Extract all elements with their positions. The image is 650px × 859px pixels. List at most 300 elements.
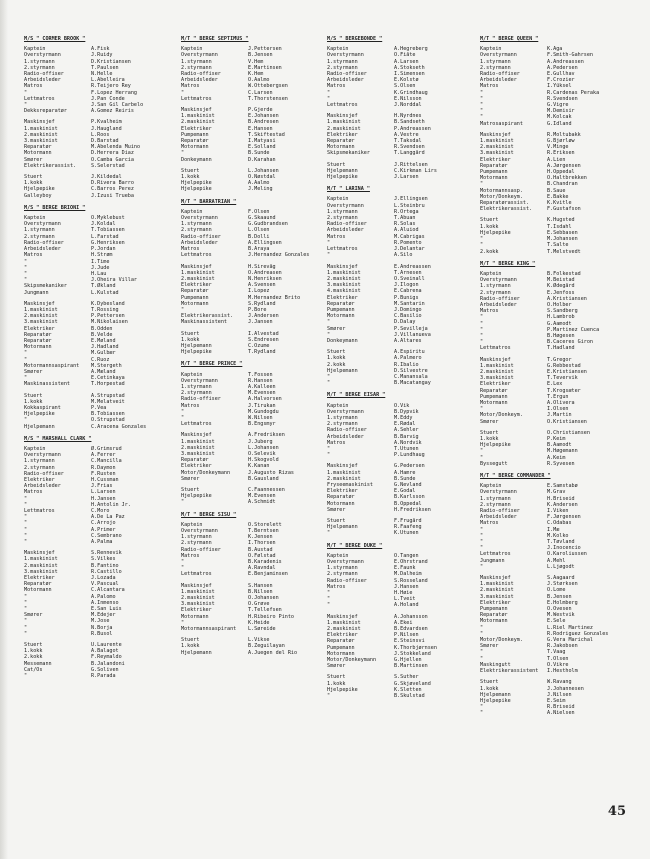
crew-name: H.Skogvold: [248, 457, 279, 464]
ship-title: M/T " BERGE EISAR ": [327, 392, 386, 399]
crew-name: D.Kristiansen: [91, 58, 131, 65]
crew-role: 2.maskinist: [24, 562, 58, 569]
crew-role: Hjelpemann: [181, 649, 212, 656]
crew-name: R.Moltubakk: [547, 131, 581, 138]
crew-name: F.Lopez Herrang: [91, 89, 138, 96]
crew-role: Elektriker: [327, 131, 358, 138]
crew-name: B.Macatangay: [394, 380, 431, 387]
crew-role: Kaptein: [327, 402, 349, 409]
crew-role: Arbeidsleder: [480, 77, 517, 84]
crew-role: Pumpemann: [181, 131, 209, 138]
crew-role: 1.maskinist: [181, 588, 215, 595]
crew-role: 2.styrmann: [181, 64, 212, 71]
crew-name: T.Utunen: [394, 445, 419, 452]
crew-role: 1.kokk: [24, 648, 43, 655]
crew-name: K.Kanan: [248, 463, 270, 470]
crew-role: Maskinassistent: [24, 381, 71, 388]
crew-name: O.Aalmo: [248, 77, 270, 84]
crew-role: Reparatør: [181, 288, 209, 295]
ship-title: M/S " BERGEBONDE ": [327, 36, 383, 42]
crew-name: M.Eddy: [394, 414, 413, 421]
crew-name: R.Briseid: [547, 704, 575, 711]
crew-role: 2.styrmann: [327, 571, 358, 578]
crew-role: Fryseemaskinist: [327, 482, 374, 488]
crew-name: A.Ferrer: [91, 452, 116, 459]
crew-row: [480, 461, 628, 467]
crew-name: E.Cetinkaya: [91, 375, 125, 382]
crew-name: F.Crozier: [547, 77, 575, 84]
crew-role: 1.maskinist: [327, 119, 361, 126]
crew-name: J.Tirukan: [248, 402, 276, 409]
crew-role: Matros: [327, 83, 346, 90]
crew-name: G.Aamodt: [547, 320, 572, 327]
crew-role: Pumpemann: [327, 644, 355, 651]
crew-role: 3.maskinist: [181, 450, 215, 457]
ship-title: M/S " CORMER BROOK ": [24, 36, 86, 42]
crew-name: E.Faunk: [394, 565, 416, 572]
crew-name: T.Krogsæter: [547, 387, 581, 394]
crew-role: Maskinassistent: [181, 319, 228, 326]
crew-name: E.Cabrena: [394, 288, 422, 295]
crew-role: 2.styrmann: [24, 464, 55, 471]
crew-role: 1.maskinist: [327, 269, 361, 276]
crew-role: Reparatør: [327, 138, 355, 145]
crew-name: V.Pascual: [91, 581, 119, 588]
crew-role: ": [24, 258, 28, 265]
crew-role: Radio-offiser: [480, 71, 520, 78]
ship-crew-list: [480, 36, 628, 255]
crew-role: Stuert: [480, 217, 499, 224]
crew-role: ": [24, 514, 28, 521]
ship-title: M/T " BERGE DUKE ": [327, 542, 383, 549]
crew-name: L.Tveit: [394, 596, 416, 603]
column-2: [181, 36, 329, 662]
crew-role: Reparatør: [327, 638, 355, 645]
crew-role: Smører: [327, 663, 346, 670]
crew-role: ": [480, 649, 484, 656]
crew-row: [480, 206, 628, 212]
crew-role: Radio-offiser: [327, 577, 367, 584]
crew-role: Motormann: [327, 500, 355, 507]
crew-name: E.Holmberg: [547, 599, 578, 606]
crew-name: S.Selerstad: [91, 162, 125, 169]
crew-role: Skipsmekaniker: [24, 283, 67, 290]
crew-role: Matrosaspirant: [480, 120, 523, 127]
crew-role: Smører: [480, 643, 499, 650]
crew-name: T.Arnesen: [394, 269, 422, 276]
crew-name: J.Inocencio: [547, 545, 581, 552]
crew-name: J.San Gil Carbelo: [91, 102, 144, 109]
crew-role: Elektriker: [24, 325, 55, 332]
crew-role: Motor/Donkeym.: [480, 637, 523, 644]
crew-role: ": [24, 102, 28, 109]
crew-name: O.Johansen: [248, 595, 279, 602]
crew-role: Hjelpepike: [24, 186, 55, 193]
crew-role: 2.maskinist: [327, 626, 361, 633]
crew-role: Stuert: [24, 174, 43, 181]
crew-name: T.Melstvedt: [547, 248, 581, 255]
crew-role: ": [24, 526, 28, 533]
crew-role: Arbeidsleder: [327, 77, 364, 84]
crew-role: 2.kokk: [480, 248, 499, 255]
column-1: [24, 36, 172, 685]
crew-row: [24, 673, 172, 679]
crew-name: A.Espiritu: [394, 349, 425, 356]
crew-name: H.Høie: [394, 590, 413, 597]
crew-role: Reparatør: [24, 144, 52, 151]
crew-role: 1.maskinist: [327, 619, 361, 626]
crew-name: A.Hamre: [394, 469, 416, 476]
crew-name: P.Nilsen: [394, 632, 419, 639]
crew-role: Stuert: [480, 679, 499, 686]
crew-role: Elektrikerassist.: [24, 162, 77, 169]
crew-name: B.Tobiassen: [91, 411, 125, 418]
crew-row: [181, 96, 329, 102]
crew-name: H.Oppedal: [547, 169, 575, 176]
crew-name: A.Johansson: [394, 613, 428, 620]
crew-name: M.Gulbær: [91, 350, 116, 357]
crew-role: ": [24, 264, 28, 271]
crew-name: W.Ravang: [547, 679, 572, 686]
crew-role: 2.styrmann: [327, 421, 358, 428]
ship-crew-list: [181, 361, 329, 505]
ship-crew-list: [24, 36, 172, 199]
crew-role: Overstyrmann: [327, 559, 364, 566]
crew-name: O.Strupstad: [91, 417, 125, 424]
crew-name: H.Lambrob: [547, 314, 575, 321]
ship-title: M/T " BERGE PRINCE ": [181, 361, 243, 368]
crew-role: ": [24, 89, 28, 96]
crew-name: A.Fredriksen: [248, 432, 285, 439]
crew-name: T.Økland: [91, 283, 116, 290]
crew-name: O.Myklebust: [91, 215, 125, 222]
crew-role: Matros: [327, 233, 346, 240]
crew-role: ": [181, 408, 185, 415]
crew-name: J.Larsen: [394, 174, 419, 181]
crew-role: Pumpemann: [181, 294, 209, 301]
crew-name: C.Sembrano: [91, 532, 122, 539]
crew-role: Motor/Donkeym.: [480, 412, 523, 419]
crew-role: Arbeidsleder: [327, 227, 364, 234]
crew-role: Overstyrmann: [480, 52, 517, 59]
crew-row: [480, 668, 628, 674]
crew-role: Reparatør: [181, 457, 209, 464]
crew-name: P.Jordan: [91, 246, 116, 253]
crew-role: ": [480, 454, 484, 461]
crew-name: J.Norddal: [394, 102, 422, 109]
crew-name: P.Gjerde: [248, 107, 273, 114]
ship-crew-list: [327, 392, 475, 536]
crew-name: M.Grav: [547, 489, 566, 496]
crew-name: A.Olivera: [547, 399, 575, 406]
crew-name: H.Ribeiro Pinto: [248, 613, 295, 620]
crew-name: S.Rennevik: [91, 550, 122, 557]
crew-role: 1.kokk: [480, 685, 499, 692]
crew-name: T.Ergun: [547, 393, 569, 400]
crew-role: ": [24, 277, 28, 284]
crew-name: F.Rusten: [91, 470, 116, 477]
ship-crew-list: [480, 261, 628, 467]
crew-name: T.Thorstensen: [248, 95, 288, 102]
crew-name: P.Lundhaug: [394, 452, 425, 459]
crew-role: Lettmatros: [181, 95, 212, 102]
crew-row: [181, 252, 329, 258]
crew-role: ": [480, 532, 484, 539]
crew-role: ": [327, 596, 331, 603]
crew-name: B.Jensen: [547, 593, 572, 600]
crew-name: T.Isdahl: [547, 223, 572, 230]
crew-name: M.Abelenda Muino: [91, 144, 141, 151]
crew-name: R.Castillo: [91, 568, 122, 575]
crew-name: B.Karlsson: [394, 494, 425, 501]
crew-name: E.Møland: [91, 337, 116, 344]
crew-name: G.Skaaund: [248, 215, 276, 222]
crew-name: G.Henriksen: [91, 239, 125, 246]
crew-name: O.Kristiansen: [547, 418, 587, 425]
crew-name: P.Sevilleja: [394, 325, 428, 332]
crew-name: J.Nilsen: [547, 691, 572, 698]
ship-crew-list: [327, 186, 475, 386]
crew-name: R.Hansen: [248, 377, 273, 384]
crew-role: Kaptein: [480, 270, 502, 277]
crew-name: C.Ozume: [248, 342, 270, 349]
crew-role: 1.maskinist: [24, 125, 58, 132]
crew-name: R.Teijero Rey: [91, 83, 131, 90]
crew-role: 1.styrmann: [181, 534, 212, 541]
crew-role: Matros: [480, 308, 499, 315]
crew-role: Maskinsjef: [181, 582, 212, 589]
crew-role: 1.kokk: [480, 223, 499, 230]
crew-name: C.Faannessen: [248, 487, 285, 493]
crew-role: Hjelpepike: [327, 174, 358, 181]
ship-title: M/T " BARRATRIAN ": [181, 198, 237, 205]
crew-name: P.Martinez Cuenca: [547, 326, 600, 333]
crew-name: V.Minge: [547, 144, 569, 151]
crew-name: T.Skiftestad: [248, 131, 285, 138]
crew-name: H.Cussman: [91, 477, 119, 483]
crew-role: ": [480, 539, 484, 546]
crew-row: [181, 571, 329, 577]
crew-role: Lettmatros: [480, 345, 511, 352]
crew-role: 1.styrmann: [24, 58, 55, 65]
crew-name: R.Eriksen: [547, 150, 575, 157]
crew-role: ": [327, 319, 331, 326]
crew-name: M.Evensen: [248, 390, 276, 397]
crew-name: J.Juberg: [248, 438, 273, 445]
crew-name: G.Pedersen: [394, 463, 425, 470]
crew-role: ": [327, 252, 331, 259]
crew-name: J.Ilogon: [394, 282, 419, 289]
crew-name: E.Johansen: [248, 113, 279, 120]
crew-name: B.Skulstad: [394, 693, 425, 700]
crew-role: Radio-offiser: [327, 71, 367, 78]
crew-name: F.Frugård: [394, 518, 422, 525]
crew-name: R.Solas: [394, 221, 416, 228]
crew-name: T.Paulsen: [91, 64, 119, 71]
crew-role: Stuert: [480, 429, 499, 436]
crew-name: C.Larsen: [248, 89, 273, 96]
crew-role: ": [327, 373, 331, 380]
ship-title: M/S " BERGE BRIONI ": [24, 204, 86, 211]
crew-name: T.Abuan: [394, 215, 416, 222]
ship-title: M/T " BERGE SISU ": [181, 511, 237, 518]
crew-role: 1.maskinist: [181, 269, 215, 276]
crew-role: Matros: [24, 83, 43, 90]
crew-name: A.Ellingsen: [248, 239, 282, 246]
ship-title: M/S " MARSHALL CLARK ": [24, 435, 92, 442]
crew-role: Stuert: [24, 642, 43, 649]
crew-role: 1.kokk: [181, 336, 200, 343]
crew-role: ": [24, 593, 28, 600]
crew-role: Donkeymann: [181, 156, 212, 163]
crew-role: Smører: [327, 506, 346, 513]
crew-name: J.Hansen: [394, 583, 419, 590]
crew-role: Smører: [24, 156, 43, 163]
crew-name: H.Strøm: [91, 252, 113, 259]
crew-role: 1.maskinist: [480, 362, 514, 369]
crew-name: E.Samstabø: [547, 483, 578, 490]
crew-role: Reparatør: [327, 494, 355, 501]
crew-role: 1.maskinist: [24, 556, 58, 563]
crew-role: ": [327, 602, 331, 609]
crew-name: M.Hernandez Brito: [248, 294, 301, 301]
crew-name: L.Riel Martinez: [547, 624, 594, 631]
crew-row: [24, 539, 172, 545]
crew-row: [480, 564, 628, 570]
crew-role: 1.kokk: [480, 435, 499, 442]
crew-role: 1.maskinist: [24, 306, 58, 313]
crew-role: Hjelpepike: [480, 442, 511, 449]
column-4: [480, 36, 628, 723]
crew-name: E.Andreassen: [394, 263, 431, 270]
crew-role: Lettmatros: [327, 102, 358, 109]
crew-name: M.Nikolaisen: [91, 319, 128, 326]
crew-role: ": [480, 114, 484, 121]
crew-name: E.Benjaminsen: [248, 571, 288, 578]
crew-name: A.Kalleen: [248, 383, 276, 390]
crew-name: T.Fossen: [248, 371, 273, 378]
crew-name: A.Palma: [91, 539, 113, 546]
crew-role: Lettmatros: [24, 95, 55, 102]
crew-name: C.Odabas: [547, 520, 572, 527]
crew-role: ": [24, 350, 28, 357]
crew-role: Hjelpepike: [480, 229, 511, 236]
crew-role: ": [480, 181, 484, 188]
crew-role: Maskinsjef: [327, 613, 358, 620]
crew-name: H.Fredriksen: [394, 506, 431, 513]
crew-name: E.Jenfoss: [547, 289, 575, 296]
crew-name: T.Hadland: [547, 345, 575, 352]
crew-role: 1.maskinist: [181, 438, 215, 445]
crew-role: 2.kokk: [327, 361, 346, 368]
crew-name: O.Vikre: [547, 661, 569, 668]
crew-name: N.Helle: [91, 71, 113, 78]
crew-name: J.Meling: [248, 186, 273, 193]
crew-name: E.Martinsen: [248, 64, 282, 71]
crew-name: B.Jensen: [248, 52, 273, 59]
crew-role: ": [24, 630, 28, 637]
crew-name: B.Fantino: [91, 562, 119, 569]
crew-name: K.Utunen: [394, 530, 419, 537]
crew-name: B.Karadenis: [248, 559, 282, 566]
crew-name: K.Heide: [248, 619, 270, 626]
crew-role: Motormann: [24, 587, 52, 594]
crew-role: Reparatør: [480, 387, 508, 394]
crew-name: R.Busol: [91, 630, 113, 637]
crew-role: 2.maskinist: [480, 587, 514, 594]
crew-name: A.Primer: [91, 526, 116, 533]
crew-name: A.Sehler: [394, 427, 419, 434]
crew-role: Motormann: [480, 175, 508, 182]
crew-role: Maskinsjef: [327, 263, 358, 270]
crew-role: Motormann: [327, 144, 355, 151]
crew-role: Hjelpepike: [24, 411, 55, 418]
crew-role: Radio-offiser: [24, 71, 64, 78]
crew-name: T.Rossing: [91, 306, 119, 313]
crew-name: B.Martinsen: [394, 663, 428, 670]
crew-role: Hjelpemann: [181, 342, 212, 349]
crew-role: ": [480, 108, 484, 115]
crew-name: J.Jude: [91, 264, 110, 271]
crew-name: J.Haugland: [91, 125, 122, 132]
crew-role: Donkeymann: [327, 337, 358, 344]
crew-role: ": [480, 314, 484, 321]
crew-name: L.Roos: [91, 131, 110, 138]
crew-name: O.Holber: [547, 301, 572, 308]
crew-role: Matros: [24, 489, 43, 496]
crew-name: B.Araya: [248, 246, 270, 253]
ship-title: M/T " BERGE KING ": [480, 260, 536, 267]
crew-name: R.Faafeng: [394, 524, 422, 531]
crew-role: Byssegutt: [480, 460, 508, 467]
crew-role: 1.styrmann: [327, 565, 358, 572]
crew-role: 2.maskinist: [24, 313, 58, 320]
crew-name: I.Time: [91, 258, 110, 265]
crew-name: B.Dypvik: [394, 408, 419, 415]
ship-crew-list: [327, 543, 475, 700]
crew-role: ": [24, 520, 28, 527]
crew-role: Kokkaspirant: [24, 404, 61, 411]
crew-role: ": [24, 375, 28, 382]
crew-name: E.Sele: [547, 618, 566, 625]
crew-role: 2.styrmann: [480, 501, 511, 508]
crew-role: 3.maskinist: [480, 593, 514, 600]
crew-row: [24, 163, 172, 169]
ship-crew-list: [24, 436, 172, 680]
crew-name: O.Vik: [394, 402, 410, 409]
crew-name: S.Sandberg: [547, 308, 578, 315]
crew-name: L.Johansen: [248, 444, 279, 451]
crew-name: A.Schmidt: [248, 499, 276, 506]
crew-name: O.Fiåte: [394, 52, 416, 59]
crew-name: A.Lien: [547, 156, 566, 163]
crew-name: B.Dolli: [248, 233, 270, 240]
crew-name: A.Holand: [394, 602, 419, 609]
crew-role: 1.styrmann: [480, 58, 511, 65]
column-3: [327, 36, 475, 705]
crew-name: A.Larsen: [394, 58, 419, 65]
crew-name: E.San Luis: [91, 606, 122, 613]
crew-role: ": [24, 532, 28, 539]
crew-role: ": [24, 417, 28, 424]
crew-name: H.Nyrdnes: [394, 113, 422, 120]
crew-name: A.Balagot: [91, 648, 119, 655]
crew-role: Motormannsasp.: [480, 187, 523, 194]
crew-role: ": [480, 655, 484, 662]
crew-name: A.Mehl: [547, 557, 566, 564]
crew-row: [181, 186, 329, 192]
crew-role: ": [327, 331, 331, 338]
